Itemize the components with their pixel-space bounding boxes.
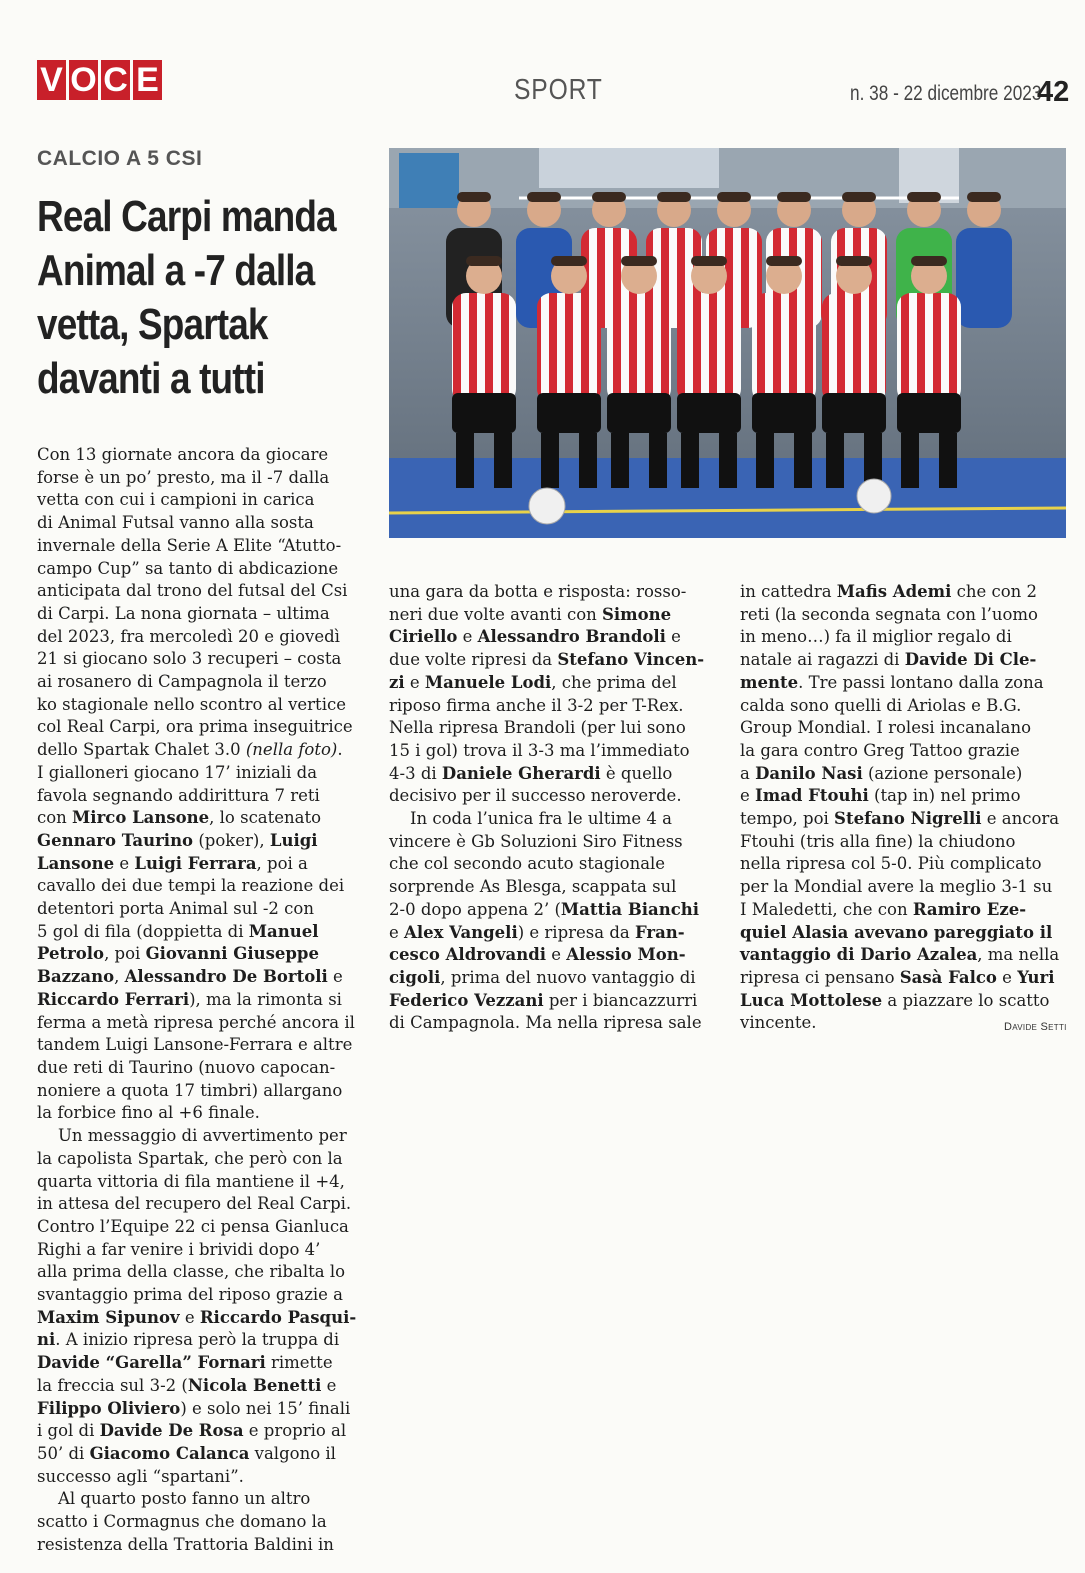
logo-letter: O bbox=[70, 61, 97, 99]
text-run: di Campagnola. Ma nella ripresa sale bbox=[389, 1013, 702, 1033]
text-line bbox=[389, 899, 719, 922]
bold-name: Yuri bbox=[1017, 967, 1055, 987]
bold-name: Luca Mottolese bbox=[740, 990, 883, 1010]
bold-name: quiel Alasia avevano pareggiato il bbox=[740, 922, 1053, 942]
text-line bbox=[37, 1375, 367, 1398]
text-run: , poi a bbox=[256, 853, 308, 873]
bold-name: Giacomo Calanca bbox=[89, 1443, 250, 1463]
text-run: (azione personale) bbox=[862, 763, 1023, 783]
text-line bbox=[389, 831, 719, 854]
text-run: e bbox=[327, 967, 343, 987]
text-run: Con 13 giornate ancora da giocare bbox=[37, 445, 329, 464]
text-line bbox=[740, 922, 1070, 945]
text-run: e bbox=[404, 672, 425, 692]
bold-name: ni bbox=[37, 1330, 56, 1350]
text-run: cavallo dei due tempi la reazione dei bbox=[37, 876, 345, 896]
text-line bbox=[389, 876, 719, 899]
headline-line: davanti a tutti bbox=[37, 354, 265, 403]
text-run: , che prima del bbox=[551, 672, 677, 692]
text-line bbox=[37, 512, 367, 535]
text-run: la capolista Spartak, che però con la bbox=[37, 1148, 343, 1168]
text-run: ferma a metà ripresa perché ancora il bbox=[37, 1012, 355, 1032]
text-line bbox=[740, 808, 1070, 831]
text-line bbox=[37, 785, 367, 808]
team-photo-illustration bbox=[389, 148, 1066, 538]
text-run: che con 2 bbox=[951, 582, 1038, 601]
text-line bbox=[37, 1398, 367, 1421]
article-column-2 bbox=[389, 581, 719, 1035]
text-line bbox=[740, 831, 1070, 854]
text-run: la forbice fino al +6 finale. bbox=[37, 1103, 260, 1123]
text-run: Ftouhi (tris alla fine) la chiudono bbox=[740, 831, 1016, 851]
text-line bbox=[37, 1329, 367, 1352]
text-run: alla prima della classe, che ribalta lo bbox=[37, 1262, 346, 1282]
text-run: e bbox=[740, 786, 756, 806]
text-run: ), ma la rimonta si bbox=[189, 989, 342, 1009]
bold-name: Alessio Mon- bbox=[566, 945, 686, 965]
text-line bbox=[37, 921, 367, 944]
text-run: scatto i Cormagnus che domano la bbox=[37, 1512, 327, 1532]
bold-name: Nicola Benetti bbox=[187, 1375, 322, 1395]
bold-name: Maxim Sipunov bbox=[37, 1307, 180, 1327]
text-line bbox=[389, 808, 719, 831]
text-run: e bbox=[114, 853, 135, 873]
logo-letter: C bbox=[101, 60, 130, 100]
bold-name: mente bbox=[740, 672, 799, 692]
text-line bbox=[37, 1307, 367, 1330]
text-line bbox=[37, 1488, 367, 1511]
text-line bbox=[37, 1012, 367, 1035]
photo-ball bbox=[857, 479, 891, 513]
text-run: (poker), bbox=[193, 830, 270, 850]
text-line bbox=[740, 695, 1070, 718]
text-line bbox=[37, 853, 367, 876]
text-line bbox=[389, 990, 719, 1013]
text-line bbox=[740, 853, 1070, 876]
text-line bbox=[37, 1443, 367, 1466]
text-line bbox=[37, 943, 367, 966]
text-run: 15 i gol) trova il 3-3 ma l’immediato bbox=[389, 740, 690, 760]
text-run: forse è un po’ presto, ma il -7 dalla bbox=[37, 467, 330, 487]
bold-name: Simone bbox=[602, 604, 672, 624]
text-run: , prima del nuovo vantaggio di bbox=[440, 967, 696, 987]
text-run: del 2023, fra mercoledì 20 e giovedì bbox=[37, 626, 340, 646]
text-run: due volte ripresi da bbox=[389, 650, 558, 670]
text-run: in cattedra bbox=[740, 582, 837, 601]
text-run: di Animal Futsal vanno alla sosta bbox=[37, 513, 314, 533]
text-line bbox=[37, 626, 367, 649]
bold-name: Riccardo Ferrari bbox=[37, 989, 190, 1009]
page-number: 42 bbox=[1037, 76, 1070, 108]
text-run: svantaggio prima del riposo grazie a bbox=[37, 1285, 344, 1305]
bold-name: Filippo Oliviero bbox=[37, 1398, 181, 1418]
text-line bbox=[37, 444, 367, 467]
bold-name: Federico Vezzani bbox=[389, 990, 544, 1010]
bold-name: Ramiro Eze- bbox=[912, 899, 1027, 919]
text-run: vincere è Gb Soluzioni Siro Fitness bbox=[389, 831, 683, 851]
text-line bbox=[740, 967, 1070, 990]
bold-name: Lansone bbox=[37, 853, 115, 873]
text-run: , poi bbox=[104, 944, 146, 964]
bold-name: zi bbox=[389, 672, 405, 692]
text-run: Righi a far venire i brividi dopo 4’ bbox=[37, 1239, 321, 1259]
bold-name: Riccardo Pasqui- bbox=[199, 1307, 357, 1327]
text-line bbox=[740, 899, 1070, 922]
photo-banner bbox=[399, 153, 459, 208]
text-run: , ma nella bbox=[977, 945, 1060, 965]
bold-name: Alessandro De Bortoli bbox=[124, 967, 328, 987]
text-line bbox=[740, 604, 1070, 627]
bold-name: Luigi Ferrara bbox=[134, 853, 257, 873]
bold-name: Davide De Rosa bbox=[99, 1421, 244, 1441]
text-line bbox=[740, 672, 1070, 695]
text-run: ko stagionale nello scontro al vertice bbox=[37, 694, 346, 714]
text-line bbox=[37, 467, 367, 490]
text-line bbox=[740, 990, 1070, 1013]
text-line bbox=[37, 875, 367, 898]
text-run: ) e ripresa da bbox=[517, 922, 635, 942]
text-run: 21 si giocano solo 3 recuperi – costa bbox=[37, 649, 342, 669]
text-line bbox=[37, 898, 367, 921]
text-run: riposo firma anche il 3-2 per T-Rex. bbox=[389, 695, 684, 715]
text-run: che col secondo acuto stagionale bbox=[389, 854, 666, 874]
headline-line: Real Carpi manda bbox=[37, 192, 336, 241]
bold-name: Mirco Lansone bbox=[72, 808, 210, 828]
text-run: tempo, poi bbox=[740, 809, 835, 829]
text-line bbox=[740, 581, 1070, 604]
text-run: per la Mondial avere la meglio 3-1 su bbox=[740, 877, 1053, 897]
section-title: SPORT bbox=[514, 74, 603, 106]
text-run: valgono il bbox=[249, 1443, 336, 1463]
photo-sign bbox=[539, 148, 719, 188]
text-run: In coda l’unica fra le ultime 4 a bbox=[389, 809, 672, 829]
text-line bbox=[37, 1466, 367, 1489]
article-column-1 bbox=[37, 444, 367, 1556]
bold-name: Davide “Garella” Fornari bbox=[37, 1353, 266, 1373]
text-run: e ancora bbox=[981, 809, 1060, 829]
text-run: vincente. bbox=[740, 1013, 817, 1033]
text-run: e bbox=[389, 922, 405, 942]
text-run: reti (la seconda segnata con l’uomo bbox=[740, 604, 1038, 624]
text-run: la freccia sul 3-2 ( bbox=[37, 1375, 188, 1395]
text-run: è quello bbox=[600, 763, 673, 783]
text-line bbox=[37, 989, 367, 1012]
text-line bbox=[37, 489, 367, 512]
text-run: e bbox=[996, 967, 1018, 987]
text-run: di Carpi. La nona giornata – ultima bbox=[37, 603, 330, 623]
text-line bbox=[37, 1534, 367, 1557]
bold-name: Manuel bbox=[248, 921, 319, 941]
text-line bbox=[740, 717, 1070, 740]
logo-letter: V bbox=[37, 60, 66, 100]
text-line bbox=[389, 763, 719, 786]
article-kicker: CALCIO A 5 CSI bbox=[37, 147, 203, 170]
text-line bbox=[740, 649, 1070, 672]
text-run: per i biancazzurri bbox=[543, 990, 698, 1010]
text-line bbox=[37, 1193, 367, 1216]
bold-name: Luigi bbox=[269, 830, 318, 850]
text-run: Contro l’Equipe 22 ci pensa Gianluca bbox=[37, 1216, 349, 1236]
text-line bbox=[37, 830, 367, 853]
text-line bbox=[37, 1352, 367, 1375]
bold-name: Dario Azalea bbox=[860, 945, 978, 965]
text-run: noniere a quota 17 timbri) allargano bbox=[37, 1080, 343, 1100]
bold-name: vantaggio di bbox=[740, 945, 861, 965]
text-run: ripresa ci pensano bbox=[740, 967, 900, 987]
text-run: Al quarto posto fanno un altro bbox=[37, 1489, 311, 1509]
bold-name: Danilo Nasi bbox=[755, 763, 863, 783]
text-line bbox=[37, 1148, 367, 1171]
text-line bbox=[389, 604, 719, 627]
headline-line: vetta, Spartak bbox=[37, 300, 268, 349]
team-photo bbox=[389, 148, 1066, 538]
logo-letter: E bbox=[133, 60, 162, 100]
text-run: con bbox=[37, 808, 73, 828]
text-line bbox=[740, 876, 1070, 899]
text-line bbox=[389, 717, 719, 740]
text-line bbox=[389, 672, 719, 695]
text-line bbox=[37, 603, 367, 626]
text-run: decisivo per il successo neroverde. bbox=[389, 786, 682, 806]
text-line bbox=[740, 944, 1070, 967]
text-run: 4-3 di bbox=[389, 763, 442, 783]
byline: Davide Setti bbox=[1004, 1021, 1067, 1033]
bold-name: Petrolo bbox=[37, 944, 105, 964]
bold-name: Imad Ftouhi bbox=[755, 786, 869, 806]
text-line bbox=[37, 739, 367, 762]
text-line bbox=[37, 1261, 367, 1284]
text-line bbox=[37, 1284, 367, 1307]
article-column-3 bbox=[740, 581, 1070, 1035]
text-line bbox=[389, 740, 719, 763]
photo-ball bbox=[529, 488, 565, 524]
text-run: col Real Carpi, ora prima inseguitrice bbox=[37, 717, 353, 737]
text-run: . bbox=[337, 740, 343, 760]
text-run: anticipata dal trono del futsal del Csi bbox=[37, 581, 348, 601]
text-run: nella ripresa col 5-0. Più complicato bbox=[740, 854, 1042, 874]
text-run: e proprio al bbox=[243, 1421, 347, 1441]
text-run: favola segnando addirittura 7 reti bbox=[37, 785, 320, 805]
text-run: (nella foto) bbox=[245, 740, 338, 760]
text-run: sorprende As Blesga, scappata sul bbox=[389, 877, 677, 897]
bold-name: Mafis Ademi bbox=[836, 582, 952, 601]
bold-name: Davide Di Cle- bbox=[904, 650, 1037, 670]
text-line bbox=[37, 1420, 367, 1443]
text-line bbox=[37, 535, 367, 558]
text-run: Un messaggio di avvertimento per bbox=[37, 1126, 347, 1146]
text-run: I gialloneri giocano 17’ iniziali da bbox=[37, 762, 318, 782]
text-line bbox=[740, 785, 1070, 808]
bold-name: Gennaro Taurino bbox=[37, 830, 194, 850]
bold-name: Stefano Vincen- bbox=[557, 650, 705, 670]
bold-name: Sasà Falco bbox=[899, 967, 997, 987]
text-run: calda sono quelli di Ariolas e B.G. bbox=[740, 695, 1022, 715]
text-run: la gara contro Greg Tattoo grazie bbox=[740, 740, 1020, 760]
text-run: successo agli “spartani”. bbox=[37, 1466, 244, 1486]
text-line bbox=[37, 648, 367, 671]
text-run: 2-0 dopo appena 2’ ( bbox=[389, 899, 561, 919]
text-line bbox=[37, 1216, 367, 1239]
text-run: ) e solo nei 15’ finali bbox=[180, 1398, 351, 1418]
text-run: tandem Luigi Lansone-Ferrara e altre bbox=[37, 1035, 353, 1055]
text-line bbox=[37, 1511, 367, 1534]
text-line bbox=[389, 1012, 719, 1035]
text-run: . Tre passi lontano dalla zona bbox=[798, 672, 1044, 692]
text-run: I Maledetti, che con bbox=[740, 899, 913, 919]
text-run: 5 gol di fila (doppietta di bbox=[37, 921, 249, 941]
text-run: e bbox=[321, 1375, 337, 1395]
bold-name: Alex Vangeli bbox=[404, 922, 518, 942]
text-run: vetta con cui i campioni in carica bbox=[37, 490, 315, 510]
text-line bbox=[37, 1125, 367, 1148]
text-line bbox=[37, 1102, 367, 1125]
text-run: e bbox=[179, 1307, 200, 1327]
text-run: i gol di bbox=[37, 1421, 100, 1441]
text-run: a bbox=[740, 763, 756, 783]
text-line bbox=[740, 763, 1070, 786]
text-line bbox=[37, 1034, 367, 1057]
text-run: quarta vittoria di fila mantiene il +4, bbox=[37, 1171, 345, 1191]
text-run: , lo scatenato bbox=[209, 808, 322, 828]
text-run: Group Mondial. I rolesi incanalano bbox=[740, 718, 1032, 738]
text-line bbox=[37, 1057, 367, 1080]
logo bbox=[37, 60, 162, 100]
text-run: invernale della Serie A Elite “Atutto- bbox=[37, 535, 342, 555]
text-line bbox=[389, 853, 719, 876]
text-line bbox=[389, 649, 719, 672]
text-run: natale ai ragazzi di bbox=[740, 650, 905, 670]
text-run: dello Spartak Chalet 3.0 bbox=[37, 740, 246, 760]
text-line bbox=[389, 626, 719, 649]
bold-name: Alessandro Brandoli bbox=[477, 627, 666, 647]
bold-name: Ciriello bbox=[389, 627, 458, 647]
bold-name: cigoli bbox=[389, 967, 441, 987]
text-run: una gara da botta e risposta: rosso- bbox=[389, 582, 687, 601]
text-run: e bbox=[457, 627, 478, 647]
text-run: a piazzare lo scatto bbox=[882, 990, 1050, 1010]
text-run: neri due volte avanti con bbox=[389, 604, 602, 624]
text-run: e bbox=[665, 627, 681, 647]
text-line bbox=[389, 785, 719, 808]
text-line bbox=[389, 695, 719, 718]
text-line bbox=[37, 671, 367, 694]
text-run: Nella ripresa Brandoli (per lui sono bbox=[389, 718, 686, 738]
bold-name: Daniele Gherardi bbox=[441, 763, 601, 783]
article-headline bbox=[37, 190, 377, 406]
text-line bbox=[37, 1239, 367, 1262]
text-line bbox=[37, 1171, 367, 1194]
text-run: detentori porta Animal sul -2 con bbox=[37, 899, 314, 919]
text-line bbox=[37, 1080, 367, 1103]
text-line bbox=[37, 694, 367, 717]
text-run: . A inizio ripresa però la truppa di bbox=[55, 1330, 340, 1350]
text-line bbox=[740, 740, 1070, 763]
text-line bbox=[389, 581, 719, 604]
text-run: campo Cup” sa tanto di abdicazione bbox=[37, 558, 339, 578]
text-line bbox=[37, 580, 367, 603]
bold-name: Mattia Bianchi bbox=[560, 899, 700, 919]
text-line bbox=[37, 716, 367, 739]
bold-name: cesco Aldrovandi bbox=[389, 945, 547, 965]
text-run: in meno…) fa il miglior regalo di bbox=[740, 627, 1012, 647]
text-line bbox=[37, 762, 367, 785]
text-run: 50’ di bbox=[37, 1443, 90, 1463]
bold-name: Fran- bbox=[634, 922, 685, 942]
text-line bbox=[37, 807, 367, 830]
text-run: e bbox=[546, 945, 567, 965]
text-run: (tap in) nel primo bbox=[868, 786, 1021, 806]
text-line bbox=[389, 967, 719, 990]
text-run: , bbox=[114, 967, 125, 987]
text-line bbox=[740, 626, 1070, 649]
headline-line: Animal a -7 dalla bbox=[37, 246, 315, 295]
bold-name: Manuele Lodi bbox=[424, 672, 552, 692]
bold-name: Giovanni Giuseppe bbox=[145, 944, 319, 964]
text-run: rimette bbox=[265, 1353, 333, 1373]
text-run: due reti di Taurino (nuovo capocan- bbox=[37, 1057, 336, 1077]
text-line bbox=[37, 558, 367, 581]
text-line bbox=[37, 966, 367, 989]
bold-name: Bazzano bbox=[37, 967, 115, 987]
text-line bbox=[389, 922, 719, 945]
text-run: resistenza della Trattoria Baldini in bbox=[37, 1534, 334, 1554]
text-line bbox=[389, 944, 719, 967]
bold-name: Stefano Nigrelli bbox=[834, 809, 982, 829]
text-run: in attesa del recupero del Real Carpi. bbox=[37, 1194, 352, 1214]
text-run: ai rosanero di Campagnola il terzo bbox=[37, 672, 327, 692]
issue-date: n. 38 - 22 dicembre 2023 bbox=[850, 82, 1042, 105]
